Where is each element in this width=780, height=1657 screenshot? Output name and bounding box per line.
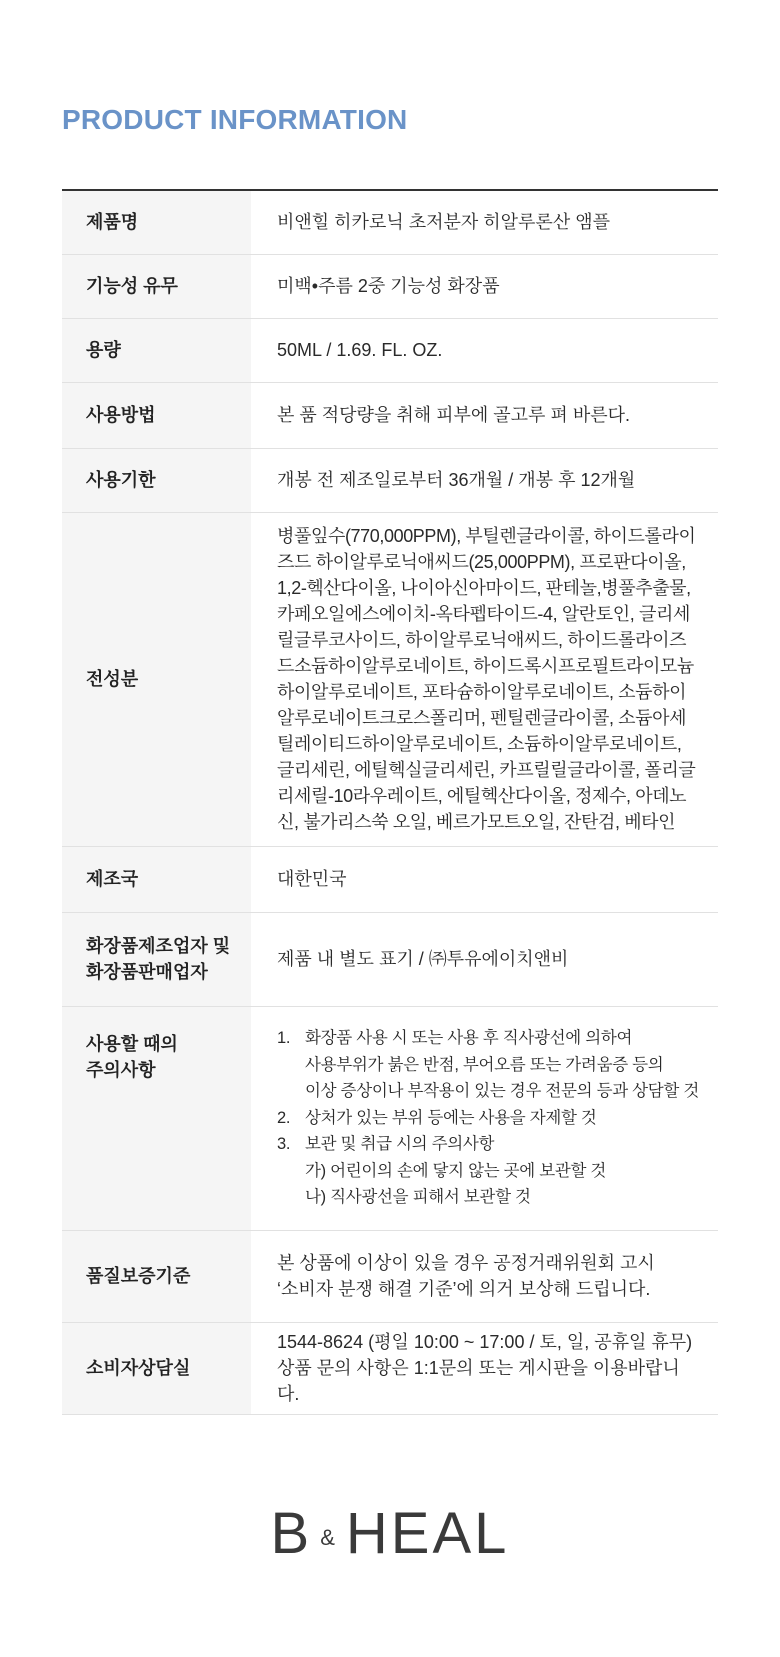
row-value-manufacturer: 제품 내 별도 표기 / ㈜투유에이치앤비 <box>251 912 718 1006</box>
table-row <box>62 448 718 512</box>
table-row <box>62 254 718 318</box>
table-row <box>62 1230 718 1322</box>
row-value-cautions <box>251 1006 718 1230</box>
row-label-customer-service: 소비자상담실 <box>62 1322 251 1414</box>
row-value-volume: 50ML / 1.69. FL. OZ. <box>251 318 718 382</box>
brand-logo <box>0 1500 780 1567</box>
logo-ampersand: & <box>320 1524 338 1550</box>
list-text <box>305 1131 606 1211</box>
row-value-usage: 본 품 적당량을 취해 피부에 골고루 펴 바른다. <box>251 382 718 448</box>
row-value-functionality: 미백•주름 2중 기능성 화장품 <box>251 254 718 318</box>
row-label-volume: 용량 <box>62 318 251 382</box>
list-item <box>277 1131 702 1211</box>
value-line: 본 상품에 이상이 있을 경우 공정거래위원회 고시 <box>277 1253 655 1273</box>
label-line: 주의사항 <box>86 1059 156 1080</box>
list-text <box>305 1025 699 1105</box>
list-line: 사용부위가 붉은 반점, 부어오름 또는 가려움증 등의 <box>305 1055 664 1074</box>
row-value-quality <box>251 1230 718 1322</box>
list-line: 상처가 있는 부위 등에는 사용을 자제할 것 <box>305 1108 597 1127</box>
row-label-ingredients: 전성분 <box>62 512 251 846</box>
row-label-functionality: 기능성 유무 <box>62 254 251 318</box>
table-row <box>62 318 718 382</box>
row-value-ingredients: 병풀잎수(770,000PPM), 부틸렌글라이콜, 하이드롤라이즈드 하이알루로닉애씨드(25,000PPM), 프로판다이올, 1,2-헥산다이올, 나이아신아마이드, 판테놀,병풀추출물, 카페오일에스에이치-옥타펩타이드-4, 알란토인, 글리세릴글루코사이드, 하이알루로닉애씨드, 하이드롤라이즈드소듐하이알루로네이트, 하이드록시프로필트라이모늄하이알루로네이트, 포타슘하이알루로네이트, 소듐하이알루로네이트크로스폴리머, 펜틸렌글라이콜, 소듐아세틸레이티드하이알루로네이트, 소듐하이알루로네이트, 글리세린, 에틸헥실글리세린, 카프릴릴글라이콜, 폴리글리세릴-10라우레이트, 에틸헥산다이올, 정제수, 아데노신, 불가리스쑥 오일, 베르가모트오일, 잔탄검, 베타인 <box>251 512 718 846</box>
row-label-quality: 품질보증기준 <box>62 1230 251 1322</box>
table-row <box>62 512 718 846</box>
product-info-table <box>62 189 718 1415</box>
list-line: 이상 증상이나 부작용이 있는 경우 전문의 등과 상담할 것 <box>305 1082 699 1101</box>
row-value-customer-service <box>251 1322 718 1414</box>
row-label-product-name: 제품명 <box>62 190 251 254</box>
value-line: 1544-8624 (평일 10:00 ~ 17:00 / 토, 일, 공휴일 휴무) <box>277 1332 693 1352</box>
logo-left: B <box>270 1501 313 1566</box>
table-row <box>62 382 718 448</box>
table-row <box>62 912 718 1006</box>
table-row <box>62 190 718 254</box>
list-item <box>277 1105 702 1132</box>
list-line: 나) 직사광선을 피해서 보관할 것 <box>305 1188 531 1207</box>
label-line: 화장품판매업자 <box>86 962 208 982</box>
row-value-product-name: 비앤힐 히카로닉 초저분자 히알루론산 앰플 <box>251 190 718 254</box>
logo-right: HEAL <box>345 1501 510 1566</box>
list-line: 화장품 사용 시 또는 사용 후 직사광선에 의하여 <box>305 1029 633 1048</box>
section-title: PRODUCT INFORMATION <box>62 104 408 135</box>
list-text <box>305 1105 597 1132</box>
row-label-country: 제조국 <box>62 846 251 912</box>
value-line: 상품 문의 사항은 1:1문의 또는 게시판을 이용바랍니다. <box>277 1358 680 1404</box>
row-label-manufacturer <box>62 912 251 1006</box>
list-line: 가) 어린이의 손에 닿지 않는 곳에 보관할 것 <box>305 1161 607 1180</box>
list-item <box>277 1025 702 1105</box>
row-label-expiry: 사용기한 <box>62 448 251 512</box>
value-line: ‘소비자 분쟁 해결 기준’에 의거 보상해 드립니다. <box>277 1279 651 1299</box>
table-row <box>62 1322 718 1414</box>
row-label-cautions <box>62 1006 251 1230</box>
list-number: 3. <box>277 1135 291 1154</box>
cautions-list <box>277 1025 702 1211</box>
label-line: 사용할 때의 <box>86 1033 178 1054</box>
label-line: 화장품제조업자 및 <box>86 936 231 956</box>
row-label-usage: 사용방법 <box>62 382 251 448</box>
row-value-country: 대한민국 <box>251 846 718 912</box>
row-value-expiry: 개봉 전 제조일로부터 36개월 / 개봉 후 12개월 <box>251 448 718 512</box>
table-row <box>62 1006 718 1230</box>
list-line: 보관 및 취급 시의 주의사항 <box>305 1135 495 1154</box>
table-row <box>62 846 718 912</box>
list-number: 2. <box>277 1108 291 1127</box>
list-number: 1. <box>277 1029 291 1048</box>
